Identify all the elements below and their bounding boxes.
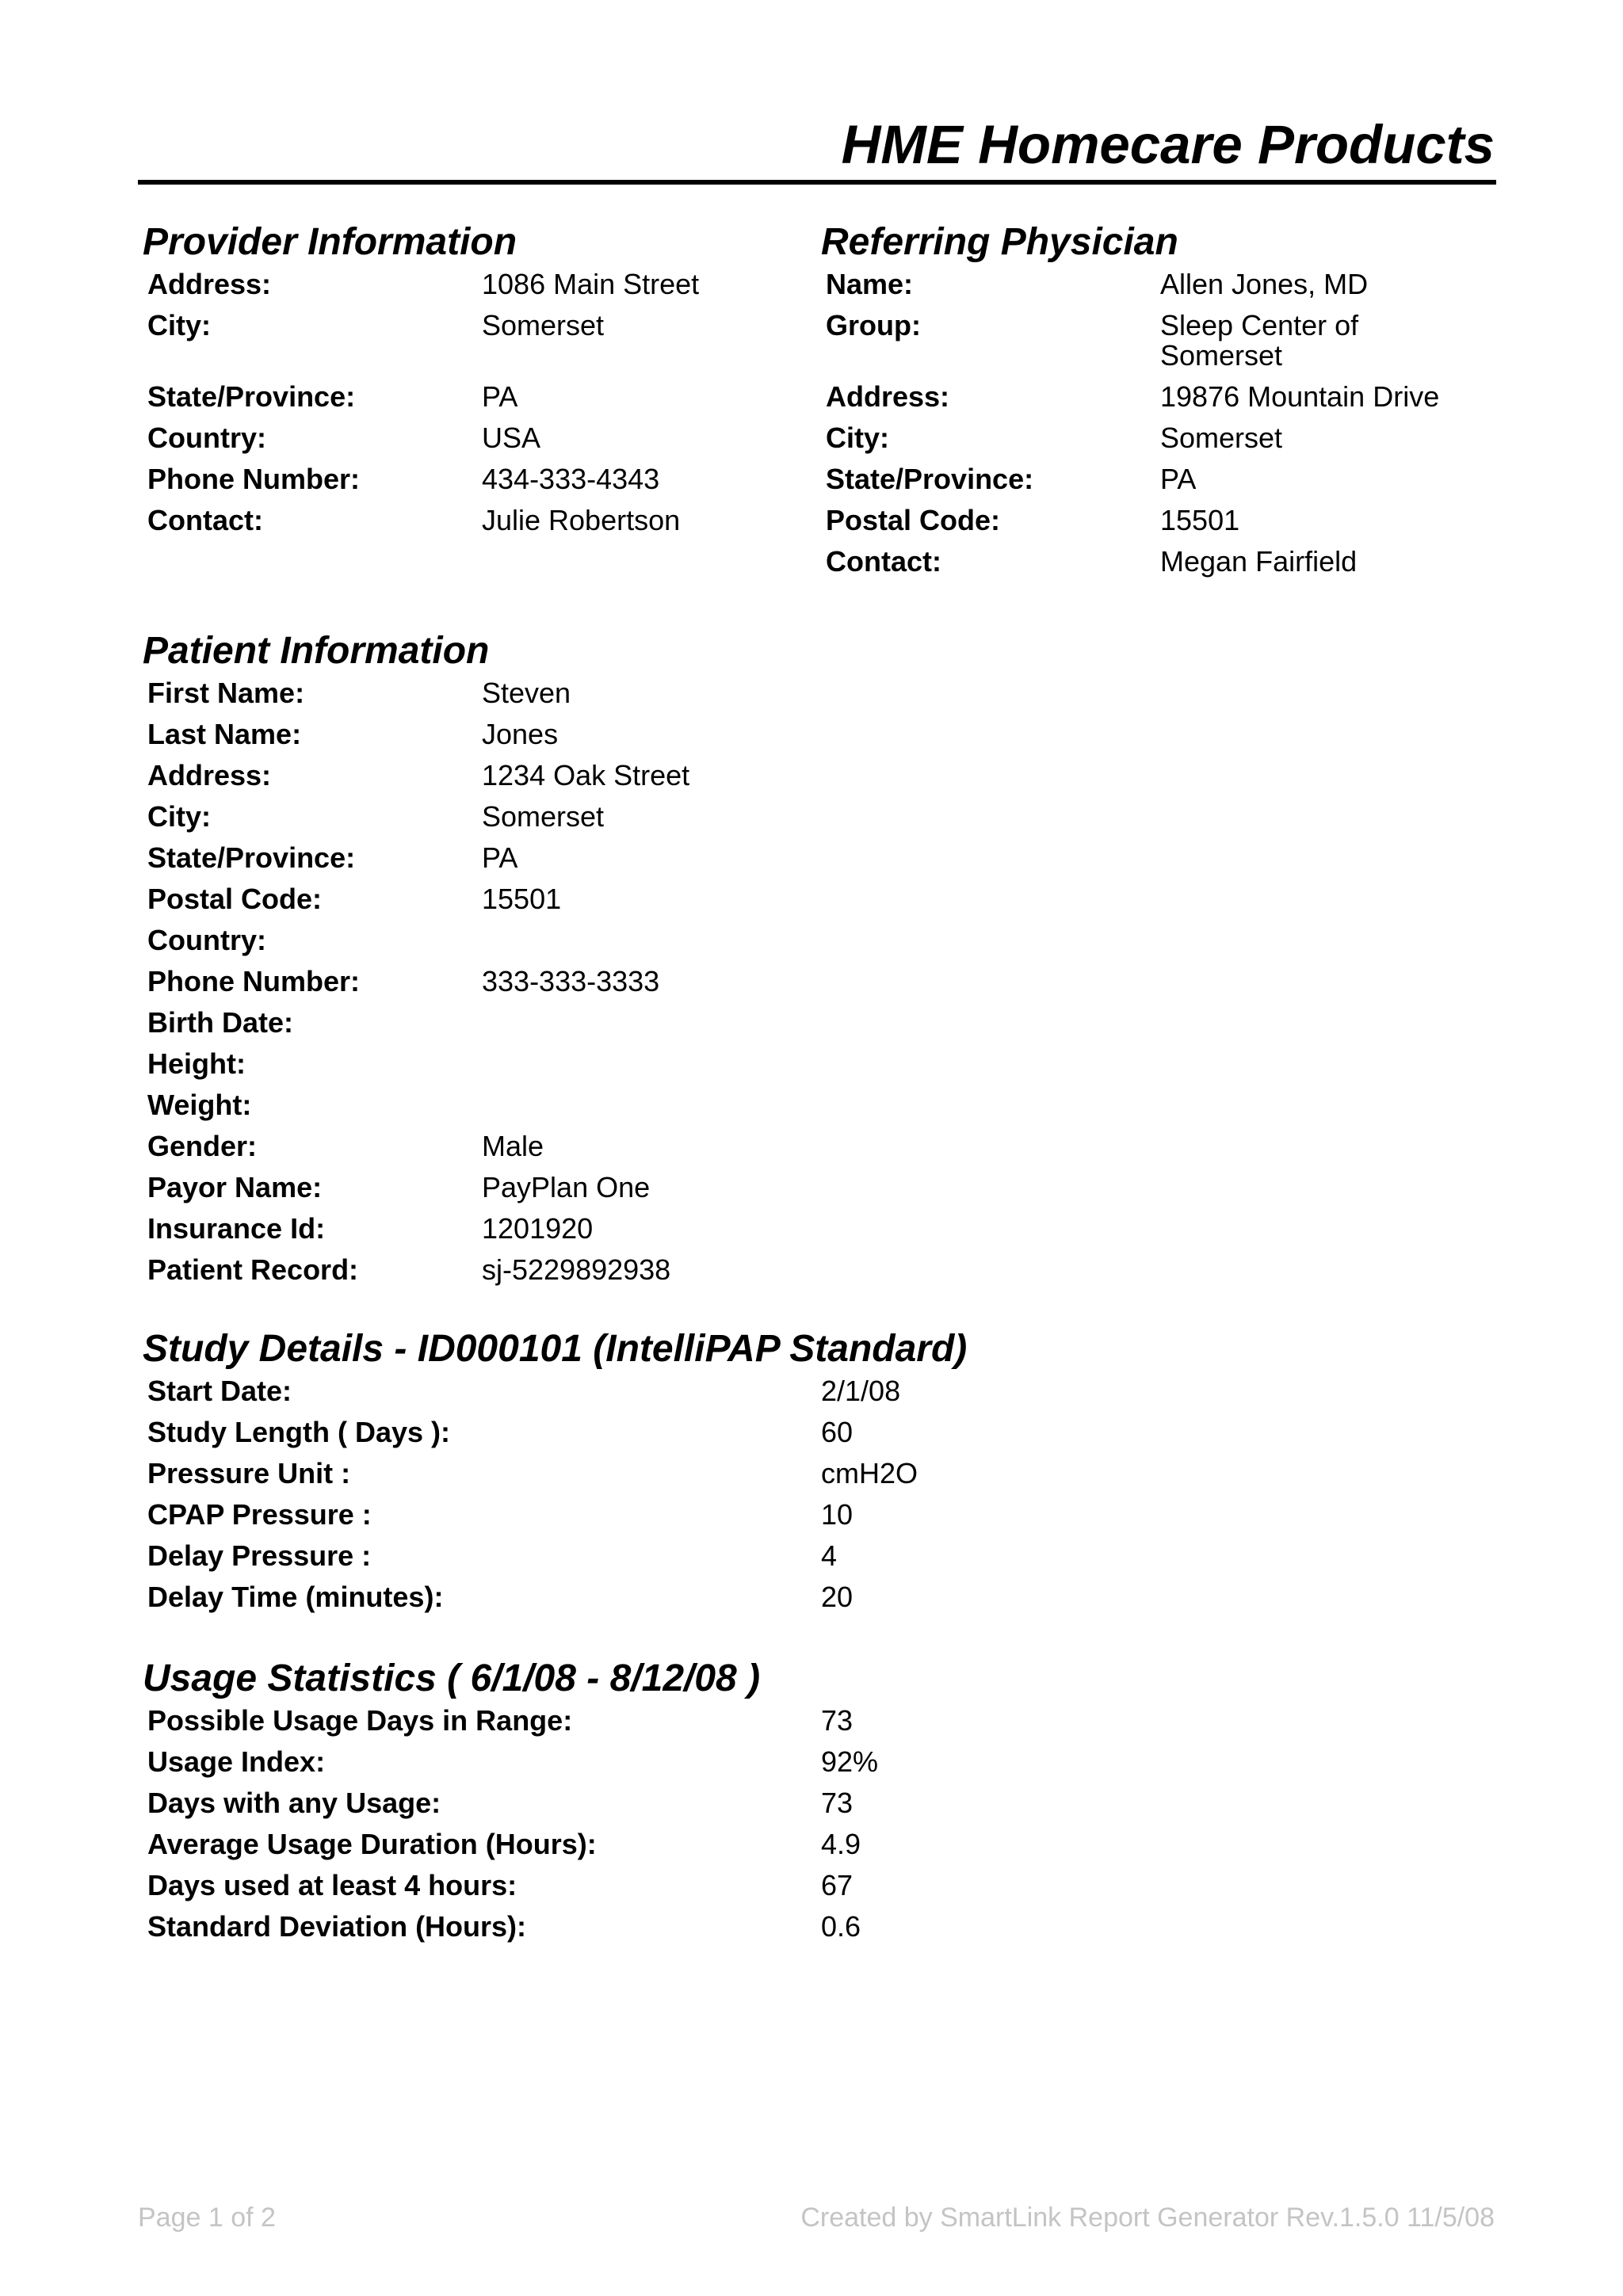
physician-section — [821, 221, 1503, 582]
field-label: City: — [147, 309, 211, 341]
patient-heading: Patient Information — [143, 630, 490, 672]
patient-section — [143, 630, 1014, 1291]
usage-row — [143, 1783, 1331, 1824]
field-value: cmH2O — [821, 1457, 918, 1489]
usage-heading: Usage Statistics ( 6/1/08 - 8/12/08 ) — [143, 1657, 761, 1699]
provider-row-phone — [143, 459, 792, 500]
field-value: 20 — [821, 1581, 854, 1613]
usage-row — [143, 1741, 1331, 1783]
field-label: Average Usage Duration (Hours): — [147, 1828, 597, 1860]
physician-row-address — [821, 376, 1503, 418]
field-value: 73 — [821, 1787, 854, 1819]
field-label: Phone Number: — [147, 965, 361, 997]
field-label: State/Province: — [826, 463, 1034, 495]
field-value: Somerset — [482, 800, 605, 833]
field-value: 2/1/08 — [821, 1375, 901, 1407]
field-value: 73 — [821, 1704, 854, 1737]
study-row — [143, 1412, 1331, 1453]
field-value: 1201920 — [482, 1212, 594, 1245]
field-value: PA — [482, 380, 518, 413]
usage-row — [143, 1824, 1331, 1865]
provider-row-state — [143, 376, 792, 418]
field-value: 0.6 — [821, 1910, 861, 1943]
field-value: 19876 Mountain Drive — [1160, 380, 1440, 413]
field-label: Birth Date: — [147, 1006, 294, 1039]
provider-row-contact — [143, 500, 792, 541]
field-label: Start Date: — [147, 1375, 292, 1407]
study-row — [143, 1494, 1331, 1535]
usage-row — [143, 1865, 1331, 1906]
footer-generator: Created by SmartLink Report Generator Rev.1.5.0 11/5/08 — [800, 2203, 1495, 2233]
field-value: Somerset — [1160, 421, 1283, 454]
field-value: 1234 Oak Street — [482, 759, 690, 791]
field-value: 434-333-4343 — [482, 463, 660, 495]
field-value: PayPlan One — [482, 1171, 651, 1203]
study-heading: Study Details - ID000101 (IntelliPAP Standard) — [143, 1328, 968, 1370]
field-label: State/Province: — [147, 841, 356, 874]
field-value: 4 — [821, 1539, 838, 1572]
field-value: Steven — [482, 677, 571, 709]
usage-row — [143, 1906, 1331, 1947]
field-label: Delay Pressure : — [147, 1539, 372, 1572]
field-value: Julie Robertson — [482, 504, 681, 536]
field-label: Contact: — [826, 545, 941, 578]
field-label: Standard Deviation (Hours): — [147, 1910, 527, 1943]
field-label: Group: — [826, 309, 921, 341]
field-label: Study Length ( Days ): — [147, 1416, 451, 1448]
field-value: 333-333-3333 — [482, 965, 660, 997]
physician-heading: Referring Physician — [821, 221, 1178, 263]
field-value: Sleep Center of Somerset — [1160, 309, 1359, 372]
patient-row — [143, 920, 1014, 961]
physician-row-city — [821, 418, 1503, 459]
field-label: Usage Index: — [147, 1745, 326, 1778]
study-row — [143, 1535, 1331, 1577]
field-label: City: — [826, 421, 889, 454]
field-value: 4.9 — [821, 1828, 861, 1860]
patient-row — [143, 796, 1014, 837]
field-label: Contact: — [147, 504, 263, 536]
field-value: 10 — [821, 1498, 854, 1531]
patient-row — [143, 1208, 1014, 1249]
field-value: 15501 — [1160, 504, 1240, 536]
physician-row-postal — [821, 500, 1503, 541]
provider-row-country — [143, 418, 792, 459]
study-section — [143, 1328, 1331, 1618]
patient-row — [143, 1043, 1014, 1085]
field-label: Days with any Usage: — [147, 1787, 441, 1819]
field-label: Days used at least 4 hours: — [147, 1869, 517, 1901]
field-value: 1086 Main Street — [482, 268, 700, 300]
field-value: Megan Fairfield — [1160, 545, 1358, 578]
field-label: Address: — [147, 759, 272, 791]
physician-row-group — [821, 305, 1503, 376]
field-label: Insurance Id: — [147, 1212, 326, 1245]
provider-heading: Provider Information — [143, 221, 517, 263]
field-value: PA — [482, 841, 518, 874]
patient-row — [143, 1002, 1014, 1043]
field-label: Address: — [826, 380, 950, 413]
study-rows — [143, 1371, 1331, 1618]
patient-row — [143, 673, 1014, 714]
field-label: State/Province: — [147, 380, 356, 413]
provider-rows — [143, 264, 792, 541]
provider-row-address — [143, 264, 792, 305]
field-label: Weight: — [147, 1089, 252, 1121]
company-title: HME Homecare Products — [841, 114, 1495, 175]
field-value: 60 — [821, 1416, 854, 1448]
study-row — [143, 1453, 1331, 1494]
field-label: Postal Code: — [147, 883, 323, 915]
patient-rows — [143, 673, 1014, 1291]
patient-row — [143, 879, 1014, 920]
footer-page-number: Page 1 of 2 — [138, 2203, 276, 2233]
field-value: 15501 — [482, 883, 562, 915]
usage-row — [143, 1700, 1331, 1741]
field-value: PA — [1160, 463, 1197, 495]
field-label: Phone Number: — [147, 463, 361, 495]
field-label: Possible Usage Days in Range: — [147, 1704, 573, 1737]
physician-rows — [821, 264, 1503, 582]
patient-row — [143, 1126, 1014, 1167]
patient-row — [143, 1167, 1014, 1208]
field-value: 67 — [821, 1869, 854, 1901]
field-value: 92% — [821, 1745, 879, 1778]
field-value: Allen Jones, MD — [1160, 268, 1369, 300]
study-row — [143, 1577, 1331, 1618]
patient-row — [143, 714, 1014, 755]
field-label: Payor Name: — [147, 1171, 323, 1203]
patient-row — [143, 961, 1014, 1002]
field-label: City: — [147, 800, 211, 833]
field-label: Patient Record: — [147, 1253, 359, 1286]
patient-row — [143, 1085, 1014, 1126]
usage-section — [143, 1657, 1331, 1947]
physician-row-contact — [821, 541, 1503, 582]
field-label: Name: — [826, 268, 914, 300]
field-label: First Name: — [147, 677, 305, 709]
patient-row — [143, 755, 1014, 796]
field-label: Postal Code: — [826, 504, 1001, 536]
field-label: Delay Time (minutes): — [147, 1581, 444, 1613]
header-rule — [138, 180, 1496, 185]
patient-row — [143, 837, 1014, 879]
provider-row-city — [143, 305, 792, 376]
physician-row-state — [821, 459, 1503, 500]
field-label: Country: — [147, 924, 266, 956]
field-label: Pressure Unit : — [147, 1457, 351, 1489]
field-label: Country: — [147, 421, 266, 454]
field-value: USA — [482, 421, 541, 454]
study-row — [143, 1371, 1331, 1412]
field-value: Jones — [482, 718, 559, 750]
field-value: sj-5229892938 — [482, 1253, 671, 1286]
physician-row-name — [821, 264, 1503, 305]
patient-row — [143, 1249, 1014, 1291]
field-label: Address: — [147, 268, 272, 300]
field-value: Male — [482, 1130, 544, 1162]
field-label: Last Name: — [147, 718, 302, 750]
field-label: Height: — [147, 1047, 246, 1080]
usage-rows — [143, 1700, 1331, 1947]
field-value: Somerset — [482, 309, 605, 341]
provider-section — [143, 221, 792, 541]
field-label: CPAP Pressure : — [147, 1498, 372, 1531]
field-label: Gender: — [147, 1130, 258, 1162]
